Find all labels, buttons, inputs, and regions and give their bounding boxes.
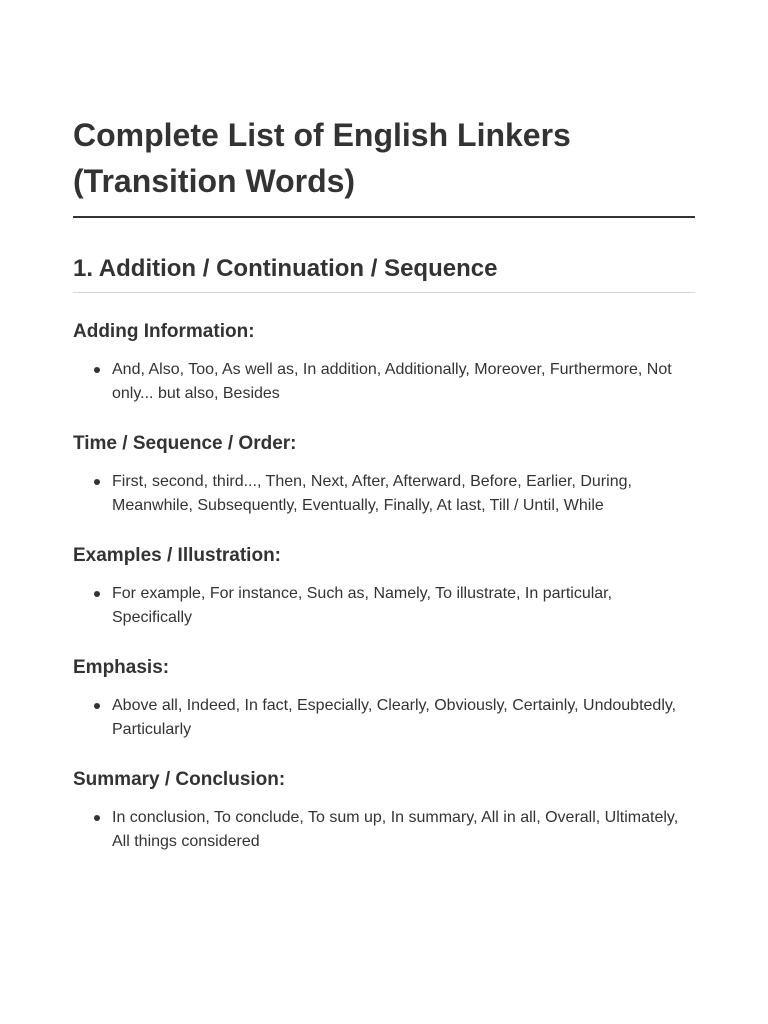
list-item-text: For example, For instance, Such as, Namely, To illustrate, In particular, Specifically [112,585,613,626]
bullet-icon [94,703,100,709]
subsection-examples-illustration [73,543,695,629]
list-item [112,806,695,853]
list-item [112,470,695,517]
subsection-emphasis [73,655,695,741]
list-item-text: Above all, Indeed, In fact, Especially, Clearly, Obviously, Certainly, Undoubtedly, Particularly [112,697,677,738]
subsection-heading: Adding Information: [73,321,255,342]
bullet-icon [94,815,100,821]
list-item [112,582,695,629]
subsection-heading: Emphasis: [73,657,170,678]
bullet-icon [94,591,100,597]
subsection-heading: Examples / Illustration: [73,545,281,566]
list-item-text: And, Also, Too, As well as, In addition, Additionally, Moreover, Furthermore, Not only... but also, Besides [112,361,672,402]
bullet-list [73,470,695,517]
list-item [112,358,695,405]
list-item-text: First, second, third..., Then, Next, After, Afterward, Before, Earlier, During, Meanwhile, Subsequently, Eventually, Finally, At last, Till / Until, While [112,473,632,514]
bullet-list [73,694,695,741]
list-item [112,694,695,741]
bullet-list [73,806,695,853]
section-heading: 1. Addition / Continuation / Sequence [73,252,695,293]
subsection-time-sequence-order [73,431,695,517]
bullet-list [73,582,695,629]
subsection-adding-information [73,319,695,405]
subsection-heading: Time / Sequence / Order: [73,433,297,454]
document-title: Complete List of English Linkers (Transition Words) [73,112,695,218]
subsection-summary-conclusion [73,767,695,853]
subsection-heading: Summary / Conclusion: [73,769,286,790]
bullet-icon [94,479,100,485]
bullet-icon [94,367,100,373]
list-item-text: In conclusion, To conclude, To sum up, In summary, All in all, Overall, Ultimately, All things considered [112,809,679,850]
bullet-list [73,358,695,405]
